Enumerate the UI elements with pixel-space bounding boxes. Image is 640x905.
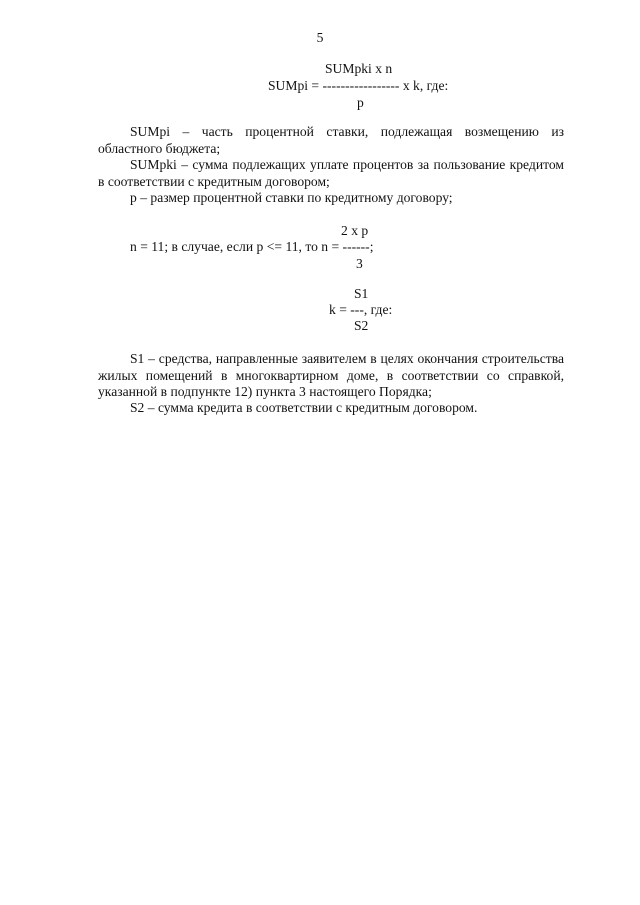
formula-3-numerator: S1: [354, 286, 369, 301]
definition-sumpki: SUMpki – сумма подлежащих уплате процентов за пользование кредитом в соответствии с кредитным договором;: [98, 157, 564, 189]
definition-sumpi: SUMpi – часть процентной ставки, подлежащая возмещению из областного бюджета;: [98, 124, 564, 156]
page-number: 5: [316, 30, 324, 45]
formula-1-main-line: SUMpi = ----------------- x k, где:: [268, 78, 449, 93]
formula-2-numerator: 2 x p: [341, 223, 369, 238]
formula-1-denominator: p: [357, 95, 364, 110]
formula-3-denominator: S2: [354, 318, 369, 333]
formula-1-numerator: SUMpki x n: [325, 61, 393, 76]
formula-2-denominator: 3: [356, 256, 363, 271]
definition-p: p – размер процентной ставки по кредитному договору;: [130, 190, 453, 205]
formula-2-main-line: n = 11; в случае, если p <= 11, то n = ------;: [130, 239, 374, 254]
definition-s1: S1 – средства, направленные заявителем в целях окончания строительства жилых помещений в многоквартирном доме, в соответствии со справкой, указанной в подпункте 12) пункта 3 настоящего Порядка;: [98, 351, 564, 399]
definition-s2: S2 – сумма кредита в соответствии с кредитным договором.: [130, 400, 478, 415]
formula-3-main-line: k = ---, где:: [329, 302, 393, 317]
